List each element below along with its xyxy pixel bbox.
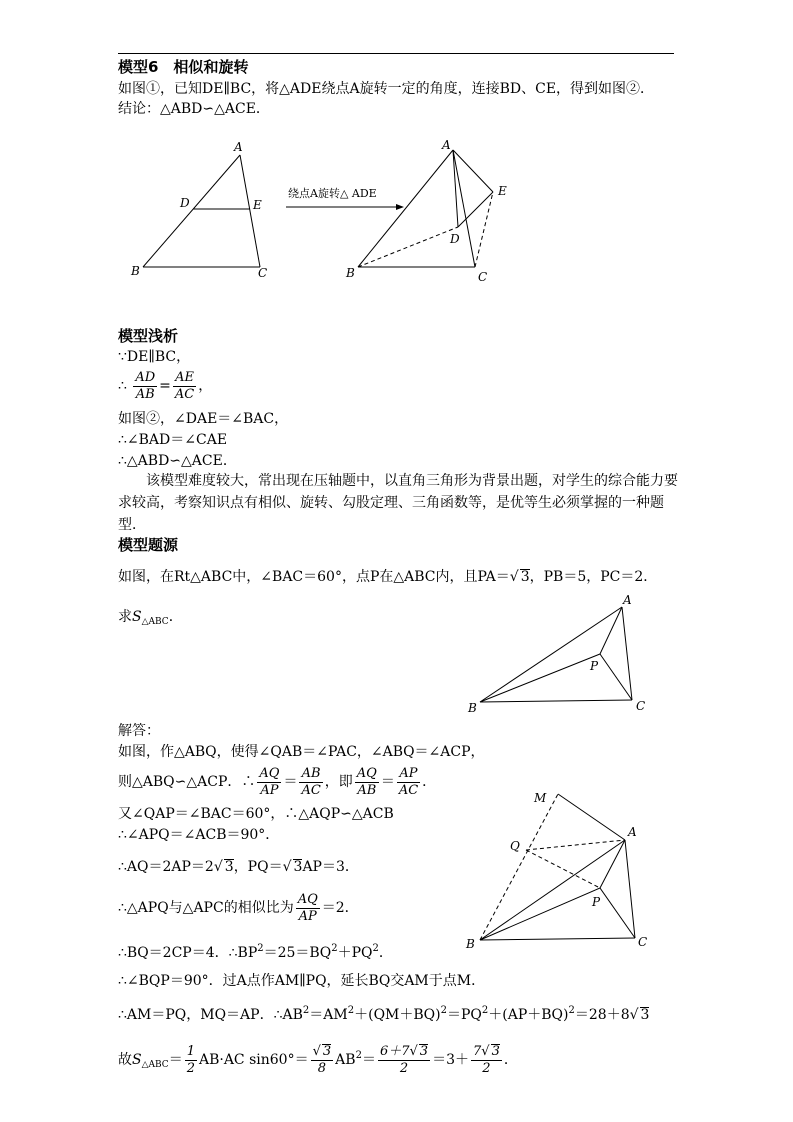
fig4-label-a: A bbox=[628, 825, 637, 839]
fig1-label-c: C bbox=[258, 266, 268, 280]
solution-line-4: ∴∠APQ＝∠ACB＝90°． bbox=[118, 827, 280, 843]
fig2-line-ae bbox=[453, 150, 493, 192]
figure-4 bbox=[460, 780, 660, 955]
analysis-line-2: ∴ $\frac{AD}{AB}$ = $\frac{AE}{AC}$ ， bbox=[118, 369, 213, 402]
fig2-label-d: D bbox=[450, 232, 460, 246]
fig3-line-ac bbox=[622, 607, 632, 700]
fig1-line-ab bbox=[143, 155, 240, 267]
arrow-text: 绕点A旋转△ ADE bbox=[288, 187, 377, 200]
fig3-line-bc bbox=[480, 700, 632, 702]
fig4-line-ap bbox=[600, 840, 625, 888]
fig4-label-c: C bbox=[638, 935, 648, 949]
fig4-line-qa bbox=[526, 840, 625, 850]
figure-1 bbox=[130, 140, 267, 280]
problem-line-2: 求$S_{\triangle ABC}$． bbox=[118, 609, 183, 627]
fig3-label-c: C bbox=[636, 699, 646, 713]
problem-title: 模型题源 bbox=[118, 536, 179, 554]
fig4-line-bp bbox=[480, 888, 600, 940]
solution-line-6: ∴△APQ与△APC的相似比为 $\frac{AQ}{AP}$ ＝2． bbox=[118, 891, 359, 924]
fig4-label-p: P bbox=[592, 895, 601, 909]
analysis-title: 模型浅析 bbox=[118, 327, 179, 345]
arrow-head bbox=[396, 204, 404, 210]
fig3-label-a: A bbox=[623, 593, 632, 607]
fig1-label-d: D bbox=[180, 196, 190, 210]
solution-line-7: ∴BQ＝2CP＝4．$\therefore BP^2=25=BQ^2+PQ^2$． bbox=[118, 943, 393, 961]
solution-label: 解答： bbox=[118, 723, 160, 739]
fig2-label-e: E bbox=[498, 184, 507, 198]
section-title: 模型6 相似和旋转 bbox=[118, 58, 249, 76]
figure-3 bbox=[460, 592, 660, 717]
fig4-line-bm bbox=[480, 794, 558, 940]
fig4-line-ac bbox=[625, 840, 635, 938]
fig4-label-q: Q bbox=[510, 839, 520, 853]
analysis-line-1: ∵DE∥BC， bbox=[118, 349, 191, 365]
conclusion-text: 结论：△ABD∽△ACE． bbox=[118, 101, 270, 117]
solution-line-5: ∴AQ＝2AP＝2√ 3，PQ＝√ 3AP＝3． bbox=[118, 859, 359, 875]
fig3-label-b: B bbox=[468, 701, 477, 715]
fig2-label-b: B bbox=[346, 266, 355, 280]
fig2-line-de bbox=[458, 192, 493, 227]
solution-line-8: ∴∠BQP＝90°．过A点作AM∥PQ，延长BQ交AM于点M． bbox=[118, 973, 486, 989]
analysis-note: 该模型难度较大，常出现在压轴题中，以直角三角形为背景出题，对学生的综合能力要求较高，考察知识点有相似、旋转、勾股定理、三角函数等，是优等生必须掌握的一种题型． bbox=[118, 473, 678, 533]
figure-2 bbox=[345, 138, 507, 284]
fig4-line-ma bbox=[558, 794, 625, 840]
fig2-label-a: A bbox=[442, 138, 451, 152]
header-rule bbox=[118, 53, 674, 54]
fig2-line-ce bbox=[475, 192, 493, 267]
fig2-line-bd bbox=[358, 227, 458, 267]
solution-line-9: ∴AM＝PQ，MQ＝AP．$\therefore AB^2=AM^2+(QM+BQ)^2=PQ^2+(AP+BQ)^2=28+8√$ 3 bbox=[118, 1005, 650, 1023]
analysis-line-4: ∴∠BAD＝∠CAE bbox=[118, 432, 228, 448]
fig3-line-bp bbox=[480, 654, 600, 702]
fig4-line-bc bbox=[480, 938, 635, 940]
fig4-label-m: M bbox=[534, 791, 547, 805]
fig1-label-a: A bbox=[234, 140, 243, 154]
fig3-line-pc bbox=[600, 654, 632, 700]
fig4-line-ab bbox=[480, 840, 625, 940]
solution-line-10: 故$S_{\triangle ABC}=$ $\frac{1}{2}$ AB·AC sin60°＝ $\frac{√ 3}{8}$ $AB^2=$ $\frac{6+7√ 3}{2}$ ＝3＋ $\frac{7√ 3}{2}$ ． bbox=[118, 1043, 518, 1076]
analysis-line-5: ∴△ABD∽△ACE． bbox=[118, 453, 237, 469]
problem-line-1: 如图，在Rt△ABC中，∠BAC＝60°，点P在△ABC内，且PA＝√ 3，PB＝5，PC＝2． bbox=[118, 569, 658, 585]
analysis-line-3: 如图②，∠DAE＝∠BAC， bbox=[118, 411, 289, 427]
fig4-label-b: B bbox=[466, 937, 475, 951]
fig1-label-b: B bbox=[131, 264, 140, 278]
solution-line-2: 则△ABQ∽△ACP．∴ $\frac{AQ}{AP}$ ＝ $\frac{AB}{AC}$ ，即 $\frac{AQ}{AB}$ ＝ $\frac{AP}{AC}$ ． bbox=[118, 765, 437, 798]
fig3-label-p: P bbox=[590, 659, 599, 673]
solution-line-1: 如图，作△ABQ，使得∠QAB＝∠PAC，∠ABQ＝∠ACP， bbox=[118, 744, 485, 760]
solution-line-3: 又∠QAP＝∠BAC＝60°，∴△AQP∽△ACB bbox=[118, 806, 394, 822]
intro-text: 如图①，已知DE∥BC，将△ADE绕点A旋转一定的角度，连接BD、CE，得到如图②． bbox=[118, 81, 655, 97]
fig4-line-pc bbox=[600, 888, 635, 938]
rotation-arrow bbox=[286, 186, 404, 210]
fig1-label-e: E bbox=[253, 198, 262, 212]
figure-1-2 bbox=[118, 135, 538, 290]
fig2-line-ab bbox=[358, 150, 453, 267]
fig2-label-c: C bbox=[478, 270, 488, 284]
